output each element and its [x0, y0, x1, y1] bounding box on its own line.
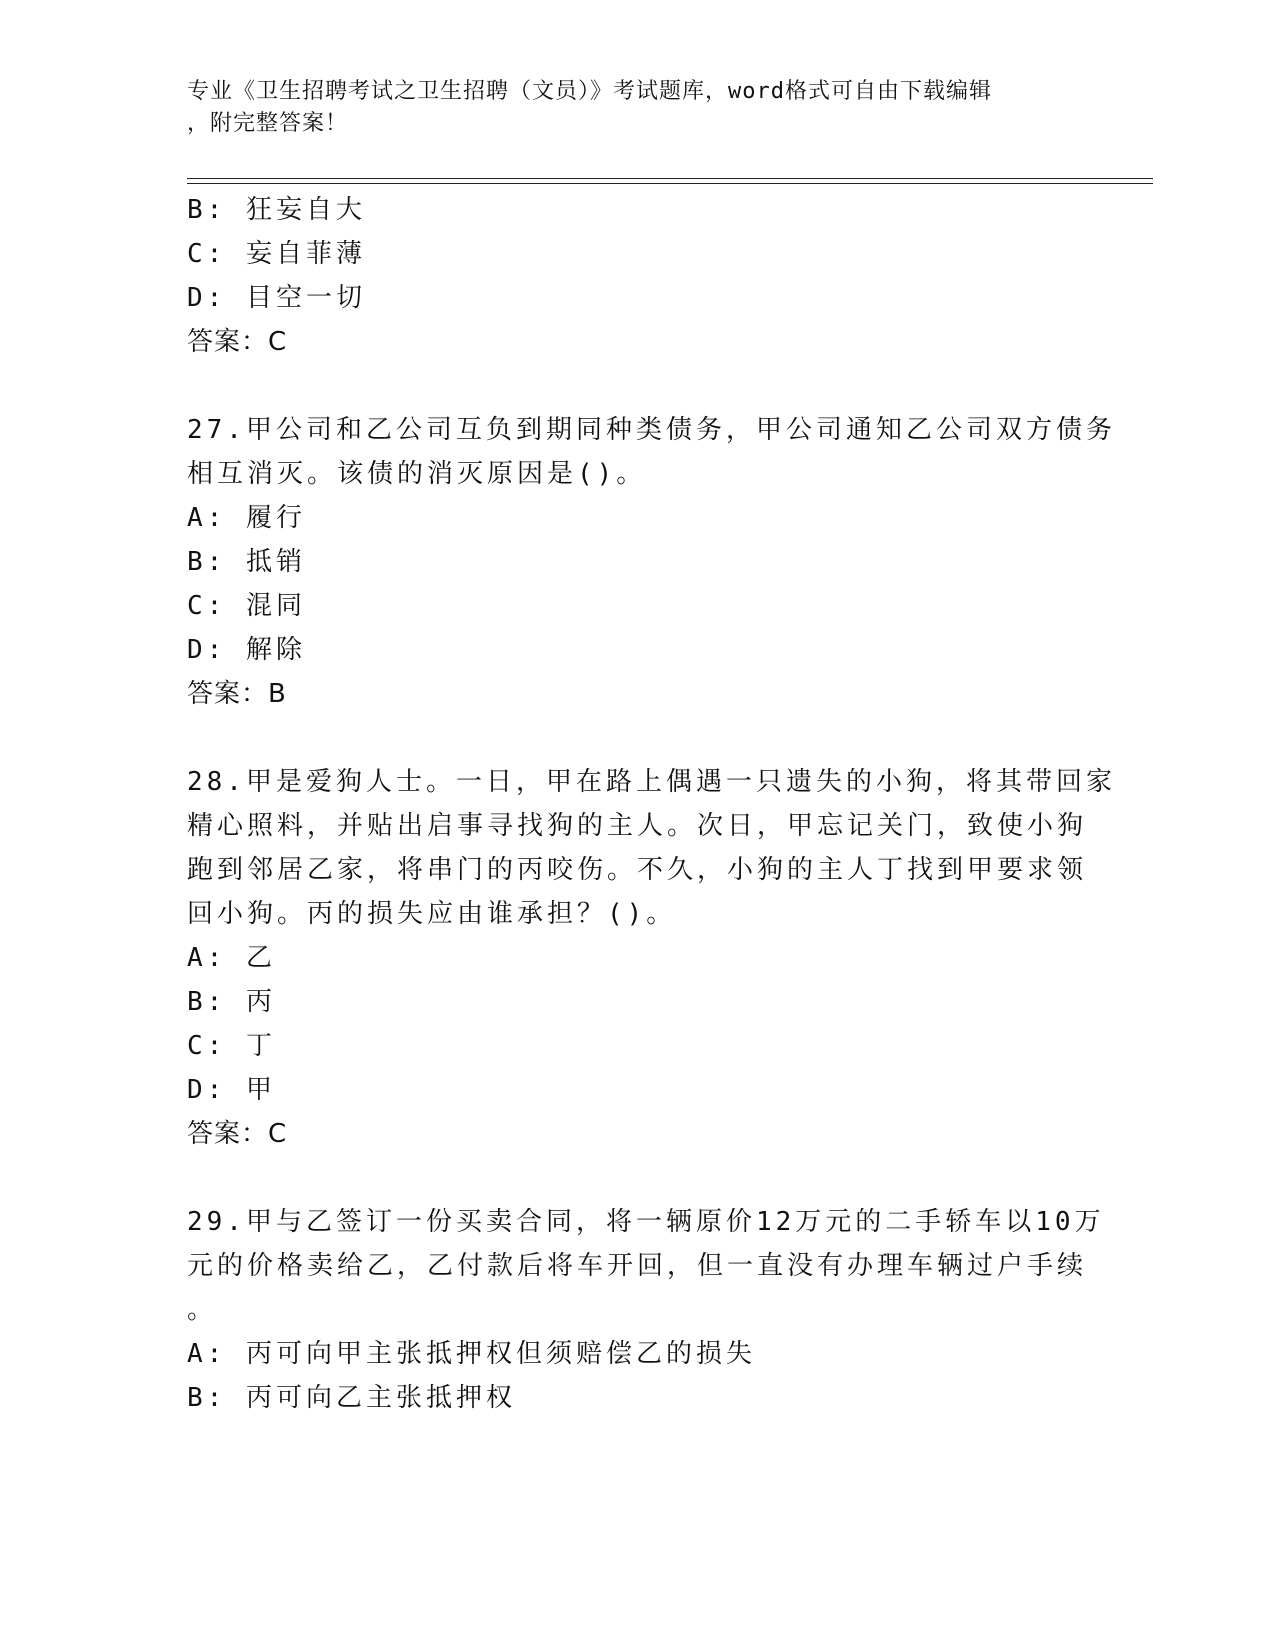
question-27-answer: 答案：B — [187, 679, 287, 709]
question-29-stem-line: 29.甲与乙签订一份买卖合同，将一辆原价12万元的二手轿车以10万 — [187, 1207, 1105, 1237]
question-27-option-a: A: 履行 — [187, 503, 306, 533]
question-28-stem-line: 28.甲是爱狗人士。一日，甲在路上偶遇一只遗失的小狗，将其带回家 — [187, 767, 1116, 797]
question-27-stem-line: 27.甲公司和乙公司互负到期同种类债务，甲公司通知乙公司双方债务 — [187, 415, 1116, 445]
question-28-option-a: A: 乙 — [187, 943, 276, 973]
question-27-option-b: B: 抵销 — [187, 547, 306, 577]
question-28-option-c: C: 丁 — [187, 1031, 276, 1061]
question-28-stem-line: 跑到邻居乙家，将串门的丙咬伤。不久，小狗的主人丁找到甲要求领 — [187, 855, 1088, 885]
question-27-option-d: D: 解除 — [187, 635, 306, 665]
answer-line: 答案：C — [187, 327, 288, 357]
option-c: C: 妄自菲薄 — [187, 239, 366, 269]
header-divider-thin — [187, 178, 1153, 179]
question-28-option-b: B: 丙 — [187, 987, 276, 1017]
question-28-answer: 答案：C — [187, 1119, 288, 1149]
question-27-option-c: C: 混同 — [187, 591, 306, 621]
question-29-option-a: A: 丙可向甲主张抵押权但须赔偿乙的损失 — [187, 1339, 756, 1369]
question-28-stem-line: 精心照料，并贴出启事寻找狗的主人。次日，甲忘记关门，致使小狗 — [187, 811, 1088, 841]
option-b: B: 狂妄自大 — [187, 195, 366, 225]
document-header: 专业《卫生招聘考试之卫生招聘（文员）》考试题库，word格式可自由下载编辑 ，附完整答案！ — [187, 79, 992, 136]
question-29-option-b: B: 丙可向乙主张抵押权 — [187, 1383, 516, 1413]
question-28-stem-line: 回小狗。丙的损失应由谁承担？()。 — [187, 899, 677, 929]
question-27-stem-line: 相互消灭。该债的消灭原因是()。 — [187, 459, 647, 489]
question-29-stem-line: 元的价格卖给乙，乙付款后将车开回，但一直没有办理车辆过户手续 — [187, 1251, 1088, 1281]
question-28-option-d: D: 甲 — [187, 1075, 276, 1105]
option-d: D: 目空一切 — [187, 283, 366, 313]
question-29-stem-line: 。 — [187, 1295, 218, 1325]
header-divider-thick — [187, 183, 1153, 184]
